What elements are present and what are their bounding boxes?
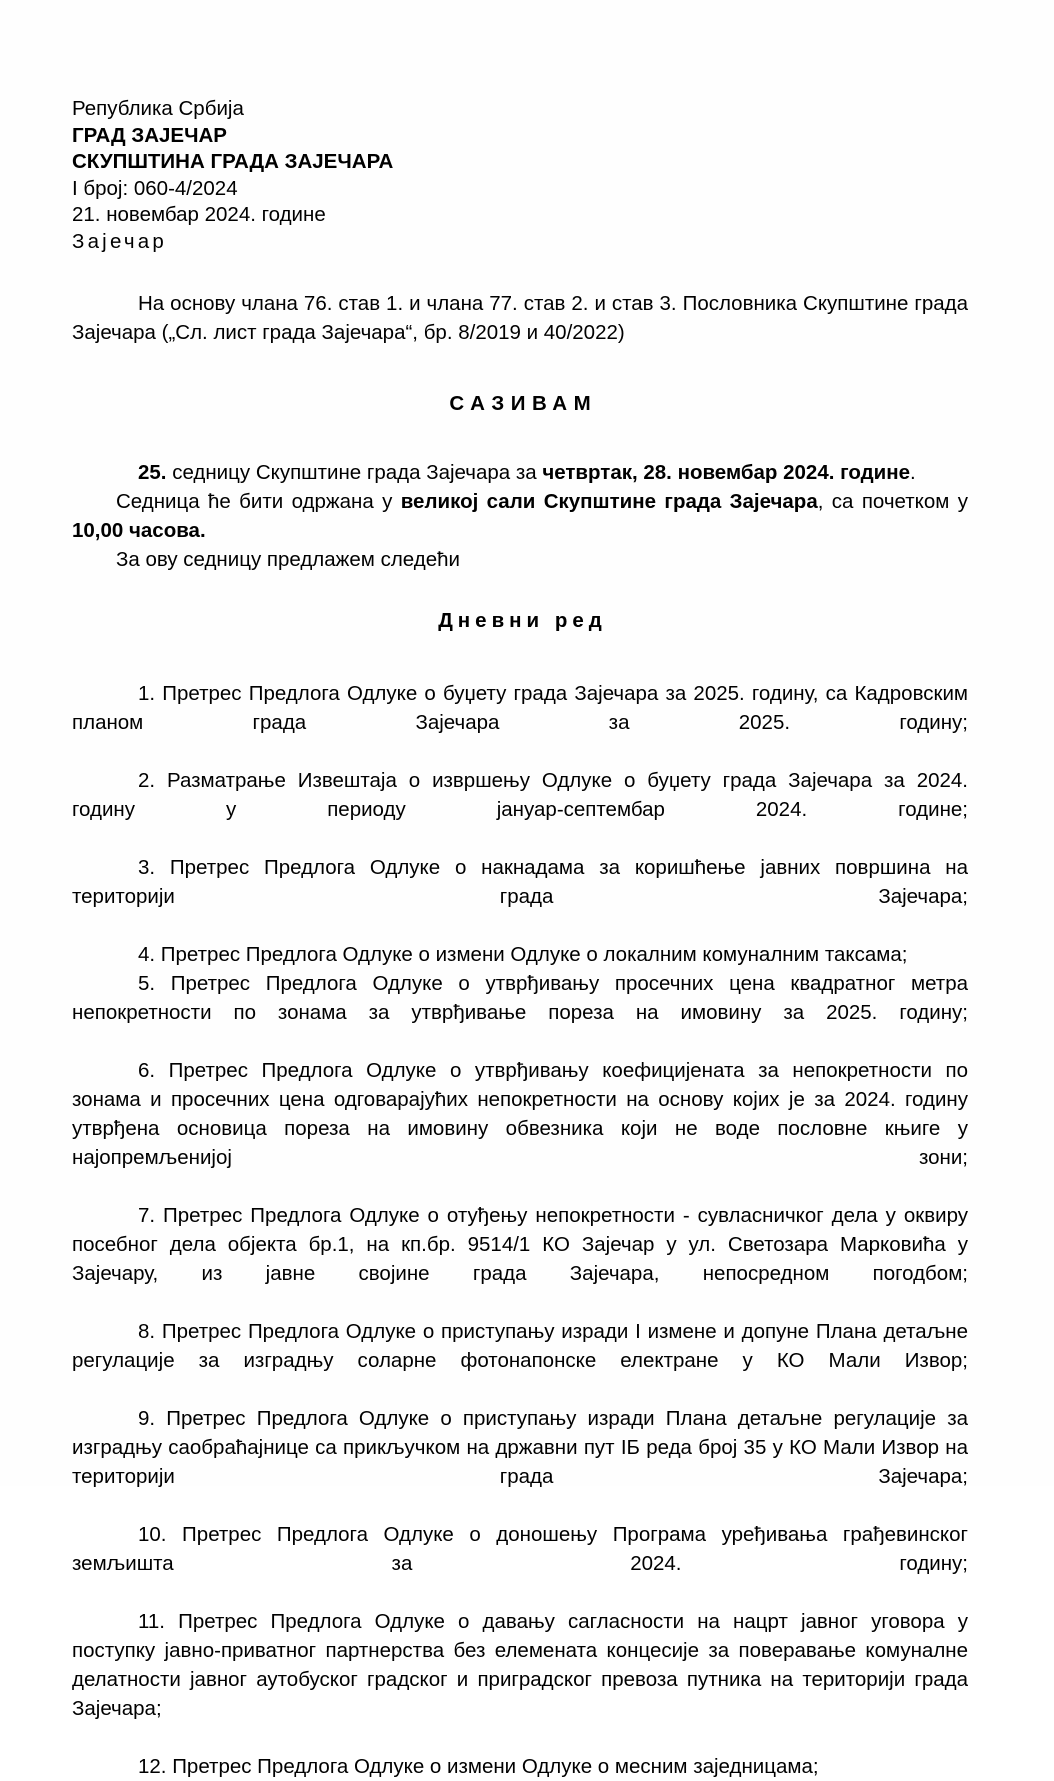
legal-basis-line-2: Скупштине града Зајечара („Сл. лист града Зајечара“, бр. 8/2019 и 40/2022) [72,292,969,344]
letterhead [72,96,968,255]
convene-heading: САЗИВАМ [449,392,598,415]
spacer-after-agenda-heading [72,635,968,679]
agenda-item: 10. Претрес Предлога Одлуке о доношењу Програма уређивања грађевинског земљишта за 2024. годину; [72,1523,968,1575]
agenda-item: 7. Претрес Предлога Одлуке о отуђењу непокретности - сувласничког дела у оквиру посебног дела објекта бр.1, на кп.бр. 9514/1 КО Зајечар у ул. Светозара Марковића у Зајечару, из јавне својине града Зајечара, непосредном погодбом; [72,1204,968,1285]
document-content [72,96,968,1781]
letterhead-place: Зајечар [72,229,167,253]
spacer-after-convene [72,418,968,458]
letterhead-city: ГРАД ЗАЈЕЧАР [72,123,227,147]
spacer-after-letterhead [72,255,968,289]
agenda-item: 3. Претрес Предлога Одлуке о накнадама за коришћење јавних површина на територији града Зајечара; [72,856,968,908]
spacer-before-convene [72,347,968,389]
session-line2-mid: , са почетком у [817,490,968,513]
session-proposal-line: За ову седницу предлажем следећи [116,548,460,571]
letterhead-date: 21. новембар 2024. године [72,203,326,226]
session-paragraph [72,458,968,487]
agenda-item: 8. Претрес Предлога Одлуке о приступању изради I измене и допуне Плана детаљне регулације за изградњу соларне фотонапонске електране у КО Мали Извор; [72,1320,968,1372]
agenda-item: 4. Претрес Предлога Одлуке о измени Одлуке о локалним комуналним таксама; [138,943,908,966]
session-venue: великој сали Скупштине града Зајечара [400,490,818,513]
agenda-item: 6. Претрес Предлога Одлуке о утврђивању коефицијената за непокретности по зонама и просечних цена одговарајућих непокретности на основу којих је за 2024. годину утврђена основица пореза на имовину обвезника који не воде пословне књиге у најопремљенијој зони; [72,1059,968,1169]
agenda-item: 1. Претрес Предлога Одлуке о буџету града Зајечара за 2025. годину, са Кадровским планом града Зајечара за 2025. годину; [72,682,968,734]
session-line1-end: . [910,461,916,484]
agenda-heading: Дневни ред [438,609,607,632]
agenda-item: 5. Претрес Предлога Одлуке о утврђивању просечних цена квадратног метра непокретности по зонама за утврђивање пореза на имовину за 2025. годину; [72,972,968,1024]
legal-basis-line-1: На основу члана 76. став 1. и члана 77. став 2. и став 3. Пословника [138,292,798,315]
session-time: 10,00 часова. [72,519,206,542]
letterhead-document-number: I број: 060-4/2024 [72,176,238,200]
session-line2-start: Седница ће бити одржана у [116,490,401,513]
agenda-item: 11. Претрес Предлога Одлуке о давању сагласности на нацрт јавног уговора у поступку јавно-приватног партнерства без елемената концесије за поверавање комуналне делатности јавног аутобуског градског и приградског превоза путника на територији града Зајечара; [72,1610,968,1720]
session-number: 25. [138,461,167,484]
session-line1-rest: седницу Скупштине града Зајечара за [166,461,543,484]
agenda-item: 12. Претрес Предлога Одлуке о измени Одлуке о месним заједницама; [138,1755,819,1778]
legal-basis-paragraph [72,289,968,347]
agenda-item: 9. Претрес Предлога Одлуке о приступању изради Плана детаљне регулације за изградњу саобраћајнице са прикључком на државни пут IБ реда број 35 у КО Мали Извор на територији града Зајечара; [72,1407,968,1488]
letterhead-republic: Република Србија [72,97,244,120]
agenda-list [72,679,968,1781]
session-day-date: четвртак, 28. новембар 2024. године [542,461,911,484]
letterhead-assembly: СКУПШТИНА ГРАДА ЗАЈЕЧАРА [72,150,394,173]
session-venue-paragraph [72,487,968,545]
spacer-before-agenda-heading [72,574,968,606]
agenda-item: 2. Разматрање Извештаја о извршењу Одлуке о буџету града Зајечара за 2024. годину у периоду јануар-септембар 2024. године; [72,769,968,821]
